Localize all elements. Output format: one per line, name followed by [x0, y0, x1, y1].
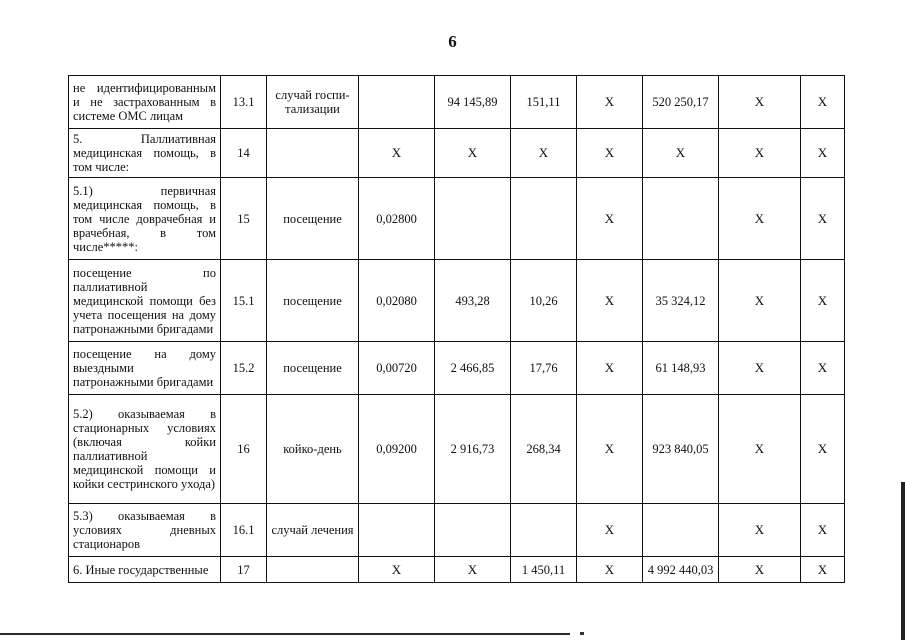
row-per-capita [511, 178, 577, 260]
scan-right-edge [901, 482, 905, 640]
row-number: 16 [221, 395, 267, 504]
row-per-capita: 151,11 [511, 76, 577, 129]
row-unit [267, 129, 359, 178]
row-col10: X [801, 504, 845, 557]
row-col10: X [801, 129, 845, 178]
row-col10: X [801, 395, 845, 504]
row-norm [359, 76, 435, 129]
row-cost: 2 466,85 [435, 342, 511, 395]
row-name: 5.3) оказываемая в условиях дневных стационаров [69, 504, 221, 557]
row-cost: X [435, 129, 511, 178]
row-col9: X [719, 557, 801, 583]
row-norm: 0,02080 [359, 260, 435, 342]
row-name: 5.2) оказываемая в стационарных условиях (включая койки паллиативной медицинской помощи и койки сестринского ухода) [69, 395, 221, 504]
row-total [643, 504, 719, 557]
row-col9: X [719, 76, 801, 129]
row-col10: X [801, 76, 845, 129]
table-row [69, 342, 845, 395]
row-name: посещение по паллиативной медицинской помощи без учета посещения на дому патронажными бригадами [69, 260, 221, 342]
row-number: 15.2 [221, 342, 267, 395]
row-norm [359, 504, 435, 557]
scan-bottom-line [0, 633, 570, 635]
row-col9: X [719, 504, 801, 557]
row-total: 520 250,17 [643, 76, 719, 129]
row-col9: X [719, 395, 801, 504]
row-number: 15.1 [221, 260, 267, 342]
table-row [69, 557, 845, 583]
row-total: 61 148,93 [643, 342, 719, 395]
row-col7: X [577, 395, 643, 504]
row-col9: X [719, 260, 801, 342]
row-per-capita [511, 504, 577, 557]
row-col10: X [801, 557, 845, 583]
row-name: 5. Паллиативная медицинская помощь, в том числе: [69, 129, 221, 178]
row-col7: X [577, 557, 643, 583]
row-col10: X [801, 342, 845, 395]
row-col7: X [577, 260, 643, 342]
row-total: 4 992 440,03 [643, 557, 719, 583]
row-unit [267, 557, 359, 583]
row-number: 13.1 [221, 76, 267, 129]
row-norm: 0,02800 [359, 178, 435, 260]
row-cost: 2 916,73 [435, 395, 511, 504]
row-norm: 0,00720 [359, 342, 435, 395]
row-col9: X [719, 342, 801, 395]
row-unit: посещение [267, 342, 359, 395]
financing-table [68, 75, 845, 583]
row-norm: X [359, 129, 435, 178]
row-name: 5.1) первичная медицинская помощь, в том числе доврачебная и врачебная, в том числе*****: [69, 178, 221, 260]
row-col7: X [577, 504, 643, 557]
row-name: 6. Иные государственные [69, 557, 221, 583]
row-unit: койко-день [267, 395, 359, 504]
row-total [643, 178, 719, 260]
row-per-capita: 1 450,11 [511, 557, 577, 583]
row-per-capita: 268,34 [511, 395, 577, 504]
row-number: 16.1 [221, 504, 267, 557]
table-row [69, 178, 845, 260]
row-per-capita: 17,76 [511, 342, 577, 395]
row-cost [435, 178, 511, 260]
row-name: не идентифицированным и не застрахованным в системе ОМС лицам [69, 76, 221, 129]
table-row [69, 395, 845, 504]
row-unit: случай лечения [267, 504, 359, 557]
row-col9: X [719, 178, 801, 260]
row-cost: 94 145,89 [435, 76, 511, 129]
table-row [69, 76, 845, 129]
row-unit: посещение [267, 260, 359, 342]
row-unit: посещение [267, 178, 359, 260]
row-col10: X [801, 260, 845, 342]
row-col10: X [801, 178, 845, 260]
row-total: X [643, 129, 719, 178]
table-row [69, 129, 845, 178]
row-col7: X [577, 178, 643, 260]
row-col9: X [719, 129, 801, 178]
row-per-capita: X [511, 129, 577, 178]
table-row [69, 260, 845, 342]
row-col7: X [577, 342, 643, 395]
row-cost [435, 504, 511, 557]
row-norm: X [359, 557, 435, 583]
row-number: 15 [221, 178, 267, 260]
row-name: посещение на дому выездными патронажными бригадами [69, 342, 221, 395]
page-number: 6 [448, 32, 457, 51]
row-cost: 493,28 [435, 260, 511, 342]
row-norm: 0,09200 [359, 395, 435, 504]
table-row [69, 504, 845, 557]
row-col7: X [577, 129, 643, 178]
scan-mark [580, 632, 584, 635]
row-total: 35 324,12 [643, 260, 719, 342]
row-unit: случай госпи-тализации [267, 76, 359, 129]
row-per-capita: 10,26 [511, 260, 577, 342]
row-total: 923 840,05 [643, 395, 719, 504]
row-cost: X [435, 557, 511, 583]
table-body [69, 76, 845, 583]
row-number: 17 [221, 557, 267, 583]
row-col7: X [577, 76, 643, 129]
row-number: 14 [221, 129, 267, 178]
